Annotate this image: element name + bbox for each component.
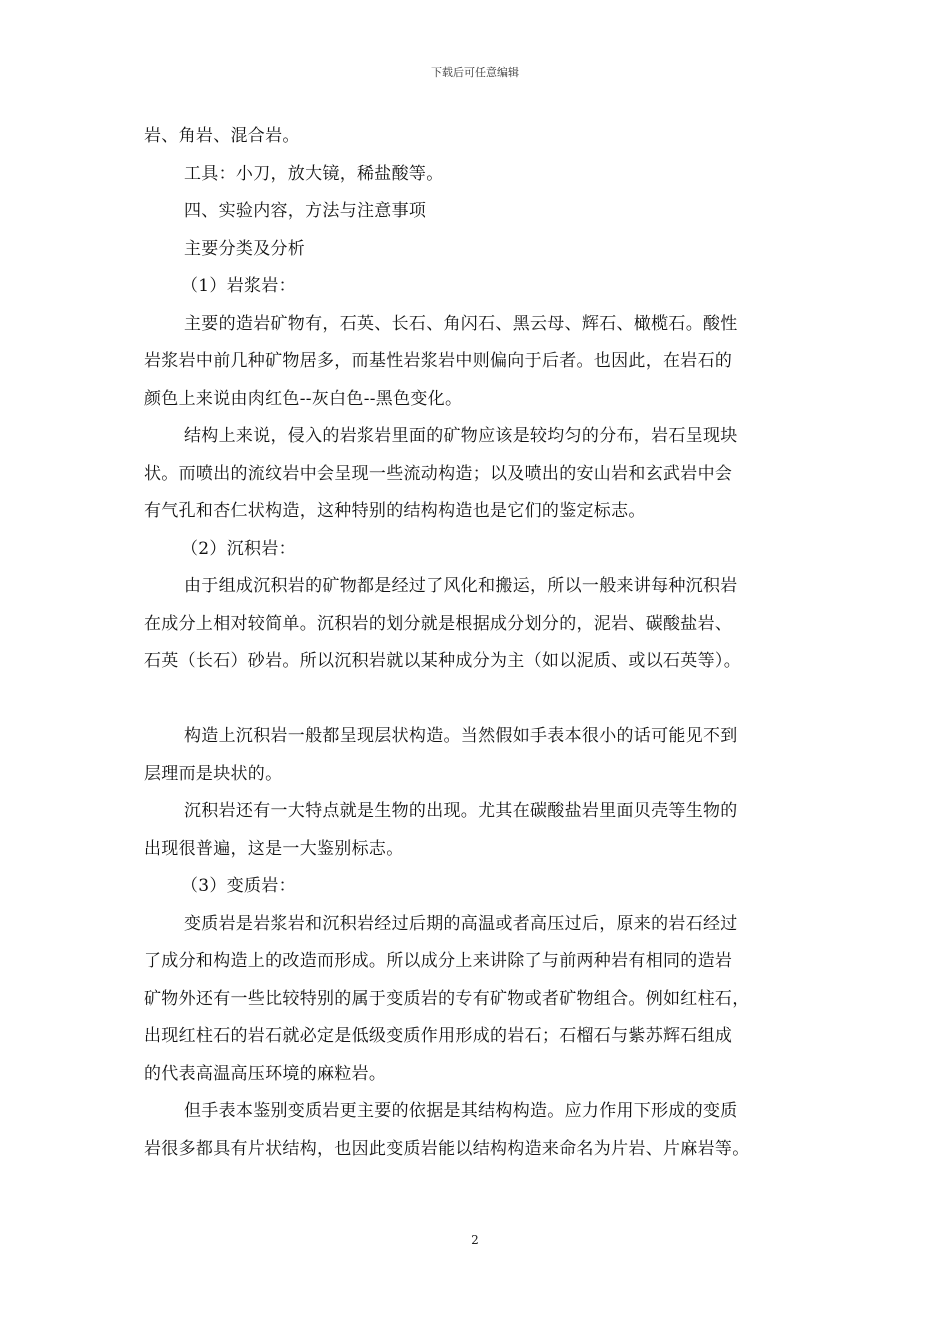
text-line: 但手表本鉴别变质岩更主要的依据是其结构构造。应力作用下形成的变质 (184, 1101, 738, 1121)
document-body (144, 118, 824, 1168)
text-line: 矿物外还有一些比较特别的属于变质岩的专有矿物或者矿物组合。例如红柱石， (144, 988, 750, 1009)
text-line: 岩很多都具有片状结构，也因此变质岩能以结构构造来命名为片岩、片麻岩等。 (144, 1138, 750, 1159)
text-line: 变质岩是岩浆岩和沉积岩经过后期的高温或者高压过后，原来的岩石经过 (184, 913, 738, 934)
text-line: 在成分上相对较简单。沉积岩的划分就是根据成分划分的，泥岩、碳酸盐岩、 (144, 613, 733, 634)
text-line: 结构上来说，侵入的岩浆岩里面的矿物应该是较均匀的分布，岩石呈现块 (184, 426, 738, 446)
subsection-heading: （2）沉积岩： (181, 538, 296, 559)
text-line: 主要的造岩矿物有，石英、长石、角闪石、黑云母、辉石、橄榄石。酸性 (184, 313, 738, 334)
text-line: 由于组成沉积岩的矿物都是经过了风化和搬运，所以一般来讲每种沉积岩 (184, 576, 738, 596)
text-line: 石英（长石）砂岩。所以沉积岩就以某种成分为主（如以泥质、或以石英等）。 (144, 651, 741, 671)
page-number: 2 (471, 1233, 479, 1247)
page-header: 下载后可任意编辑 (431, 66, 519, 79)
text-line: 状。而喷出的流纹岩中会呈现一些流动构造；以及喷出的安山岩和玄武岩中会 (144, 463, 733, 484)
subsection-heading: （3）变质岩： (181, 876, 296, 896)
text-line: 出现很普遍，这是一大鉴别标志。 (144, 838, 404, 859)
text-line: 四、实验内容，方法与注意事项 (184, 201, 427, 221)
text-line: 岩浆岩中前几种矿物居多，而基性岩浆岩中则偏向于后者。也因此，在岩石的 (144, 351, 733, 371)
text-line: 沉积岩还有一大特点就是生物的出现。尤其在碳酸盐岩里面贝壳等生物的 (184, 801, 738, 821)
text-line: 工具：小刀，放大镜，稀盐酸等。 (184, 163, 444, 184)
text-line: 出现红柱石的岩石就必定是低级变质作用形成的岩石；石榴石与紫苏辉石组成 (144, 1026, 733, 1046)
blank-line (144, 681, 824, 719)
text-line: 岩、角岩、混合岩。 (144, 126, 300, 146)
subsection-heading: （1）岩浆岩： (181, 276, 296, 296)
text-line: 有气孔和杏仁状构造，这种特别的结构构造也是它们的鉴定标志。 (144, 501, 646, 521)
text-line: 层理而是块状的。 (144, 763, 283, 784)
section-heading: 主要分类及分析 (184, 238, 306, 259)
text-line: 了成分和构造上的改造而形成。所以成分上来讲除了与前两种岩有相同的造岩 (144, 951, 733, 971)
text-line: 的代表高温高压环境的麻粒岩。 (144, 1063, 387, 1084)
text-line: 构造上沉积岩一般都呈现层状构造。当然假如手表本很小的话可能见不到 (184, 726, 738, 746)
text-line: 颜色上来说由肉红色--灰白色--黑色变化。 (144, 388, 463, 409)
